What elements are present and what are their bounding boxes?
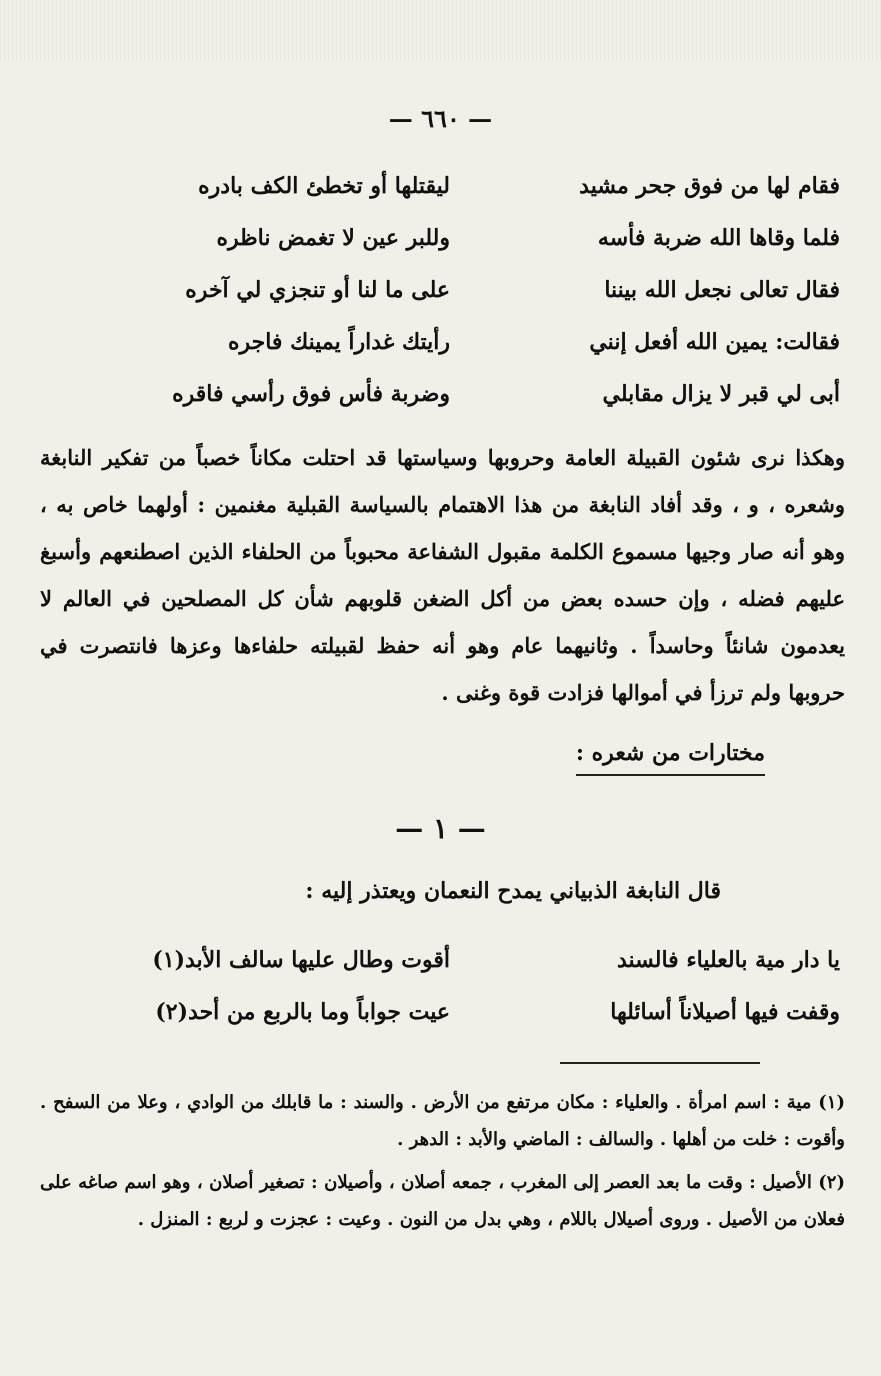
verse-first-hemistich: فقام لها من فوق جحر مشيد [579, 173, 840, 199]
verse [40, 212, 840, 264]
poem-number: — ١ — [395, 812, 486, 845]
verse-first-hemistich: يا دار مية بالعلياء فالسند [616, 947, 840, 973]
verse [40, 160, 840, 212]
verse-second-hemistich: على ما لنا أو تنجزي لي آخره [185, 277, 450, 303]
verse-first-hemistich: فقالت: يمين الله أفعل إنني [589, 329, 840, 355]
verse-second-hemistich: وللبر عين لا تغمض ناظره [216, 225, 450, 251]
verse [40, 986, 840, 1038]
verse-second-hemistich: ليقتلها أو تخطئ الكف بادره [198, 173, 450, 199]
verse-second-hemistich: وضربة فأس فوق رأسي فاقره [172, 381, 450, 407]
verse-first-hemistich: وقفت فيها أصيلاناً أسائلها [610, 999, 840, 1025]
scan-noise [0, 0, 881, 60]
verse-first-hemistich: أبى لي قبر لا يزال مقابلي [602, 381, 840, 407]
verse-second-hemistich: رأيتك غداراً يمينك فاجره [227, 329, 450, 355]
verse [40, 934, 840, 986]
verse-first-hemistich: فلما وقاها الله ضربة فأسه [597, 225, 840, 251]
footnotes [40, 1084, 845, 1244]
poem-top [40, 160, 840, 420]
selections-heading: مختارات من شعره : [576, 740, 765, 776]
verse [40, 316, 840, 368]
verse [40, 368, 840, 420]
footnote-2: (٢) الأصيل : وقت ما بعد العصر إلى المغرب ، جمعه أصلان ، وأصيلان : تصغير أصلان ، وهو اسم صاغه على فعلان من الأصيل . وروى أصيلال باللام ، وهي بدل من النون . وعيت : عجزت و لربع : المنزل . [40, 1172, 845, 1230]
body-paragraph [40, 434, 845, 716]
footnote-divider [560, 1062, 760, 1064]
verse-second-hemistich: أقوت وطال عليها سالف الأبد(١) [152, 947, 450, 973]
verse-first-hemistich: فقال تعالى نجعل الله بيننا [604, 277, 840, 303]
verse [40, 264, 840, 316]
page-number: — ٦٦٠ — [388, 104, 493, 133]
poem-main [40, 934, 840, 1038]
verse-second-hemistich: عيت جواباً وما بالربع من أحد(٢) [155, 999, 450, 1025]
poem-intro: قال النابغة الذبياني يمدح النعمان ويعتذر إليه : [305, 878, 721, 904]
footnote-1: (١) مية : اسم امرأة . والعلياء : مكان مرتفع من الأرض . والسند : ما قابلك من الوادي ، وعلا من السفح . وأقوت : خلت من أهلها . والسالف : الماضي والأبد : الدهر . [40, 1092, 845, 1150]
paragraph-text: وهكذا نرى شئون القبيلة العامة وحروبها وسياستها قد احتلت مكاناً خصباً من تفكير النابغة وشعره ، و ، وقد أفاد النابغة من هذا الاهتمام بالسياسة القبلية مغنمين : أولهما خاص به ، وهو أنه صار وجيها مسموع الكلمة مقبول الشفاعة محبوباً من الحلفاء الذين اصطنعهم وأسبغ عليهم فضله ، وإن حسده بعض من أكل الضغن قلوبهم شأن كل المصلحين في العالم لا يعدمون شانئاً وحاسداً . وثانيهما عام وهو أنه حفظ لقبيلته حلفاءها وعزها فانتصرت في حروبها ولم ترزأ في أموالها فزادت قوة وغنى . [40, 445, 845, 705]
